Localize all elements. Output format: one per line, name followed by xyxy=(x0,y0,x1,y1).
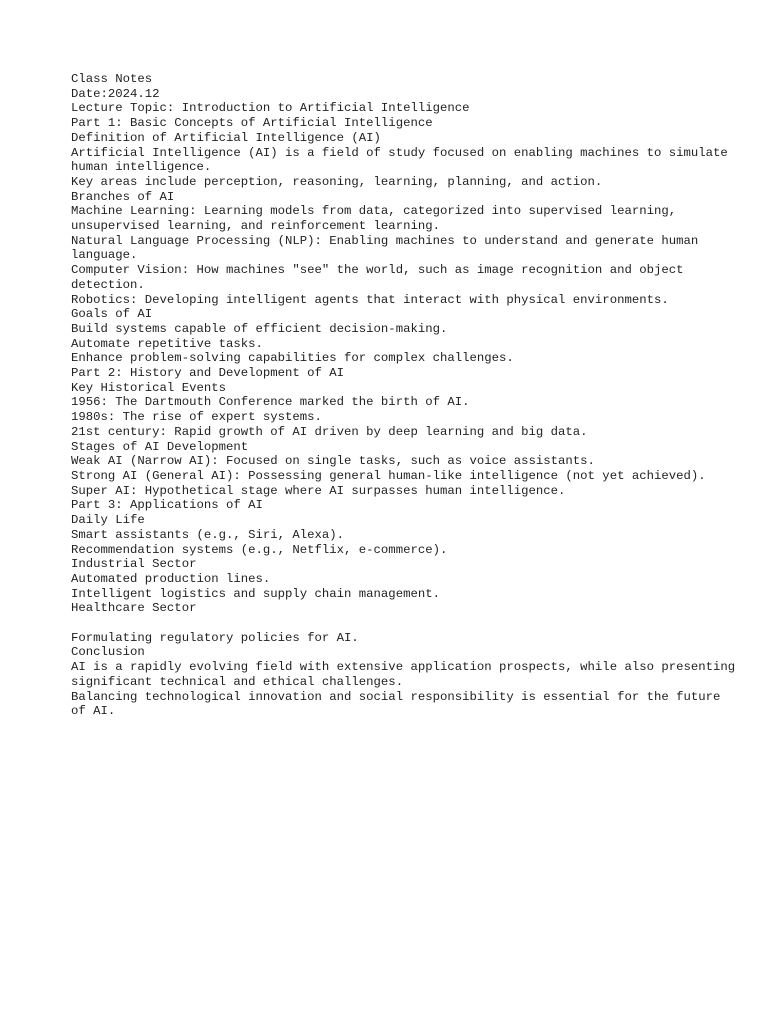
definition-text: Artificial Intelligence (AI) is a field of study focused on enabling machines to simulate human intelligence. xyxy=(71,145,736,175)
daily-life-heading: Daily Life xyxy=(71,513,145,528)
branches-heading: Branches of AI xyxy=(71,189,175,204)
stage-item: Weak AI (Narrow AI): Focused on single tasks, such as voice assistants. xyxy=(71,454,595,469)
events-heading: Key Historical Events xyxy=(71,380,226,395)
event-item: 1980s: The rise of expert systems. xyxy=(71,410,322,425)
part1-heading: Part 1: Basic Concepts of Artificial Intelligence xyxy=(71,116,433,131)
stages-heading: Stages of AI Development xyxy=(71,439,249,454)
part2-heading: Part 2: History and Development of AI xyxy=(71,366,345,381)
document-body xyxy=(71,72,741,719)
conclusion-item: Balancing technological innovation and social responsibility is essential for the future of AI. xyxy=(71,689,728,719)
branch-item: Computer Vision: How machines "see" the world, such as image recognition and object detection. xyxy=(71,263,691,292)
branch-item: Machine Learning: Learning models from data, categorized into supervised learning, unsupervised learning, and reinforcement learning. xyxy=(71,204,684,234)
daily-life-item: Smart assistants (e.g., Siri, Alexa). xyxy=(71,527,345,542)
blank-line xyxy=(71,616,741,631)
definition-heading: Definition of Artificial Intelligence (AI) xyxy=(71,130,381,145)
goal-item: Build systems capable of efficient decision-making. xyxy=(71,321,448,336)
document-date: Date:2024.12 xyxy=(71,86,160,101)
goal-item: Automate repetitive tasks. xyxy=(71,336,263,351)
stage-item: Super AI: Hypothetical stage where AI surpasses human intelligence. xyxy=(71,483,566,498)
goal-item: Enhance problem-solving capabilities for complex challenges. xyxy=(71,351,514,366)
industrial-item: Automated production lines. xyxy=(71,571,271,586)
key-areas-text: Key areas include perception, reasoning, learning, planning, and action. xyxy=(71,174,603,189)
lecture-topic: Lecture Topic: Introduction to Artificial Intelligence xyxy=(71,101,470,116)
industrial-item: Intelligent logistics and supply chain management. xyxy=(71,586,440,601)
branch-item: Natural Language Processing (NLP): Enabling machines to understand and generate human language. xyxy=(71,233,706,263)
document-title: Class Notes xyxy=(71,72,153,86)
event-item: 1956: The Dartmouth Conference marked the birth of AI. xyxy=(71,395,470,410)
part3-heading: Part 3: Applications of AI xyxy=(71,498,263,513)
goals-heading: Goals of AI xyxy=(71,307,153,322)
conclusion-heading: Conclusion xyxy=(71,645,145,660)
branch-item: Robotics: Developing intelligent agents that interact with physical environments. xyxy=(71,292,669,307)
regulatory-item: Formulating regulatory policies for AI. xyxy=(71,630,359,645)
daily-life-item: Recommendation systems (e.g., Netflix, e-commerce). xyxy=(71,542,448,557)
event-item: 21st century: Rapid growth of AI driven by deep learning and big data. xyxy=(71,424,588,439)
stage-item: Strong AI (General AI): Possessing general human-like intelligence (not yet achieved). xyxy=(71,468,706,483)
industrial-heading: Industrial Sector xyxy=(71,557,197,572)
healthcare-heading: Healthcare Sector xyxy=(71,601,197,616)
conclusion-item: AI is a rapidly evolving field with extensive application prospects, while also presenting significant technical and ethical challenges. xyxy=(71,660,743,689)
